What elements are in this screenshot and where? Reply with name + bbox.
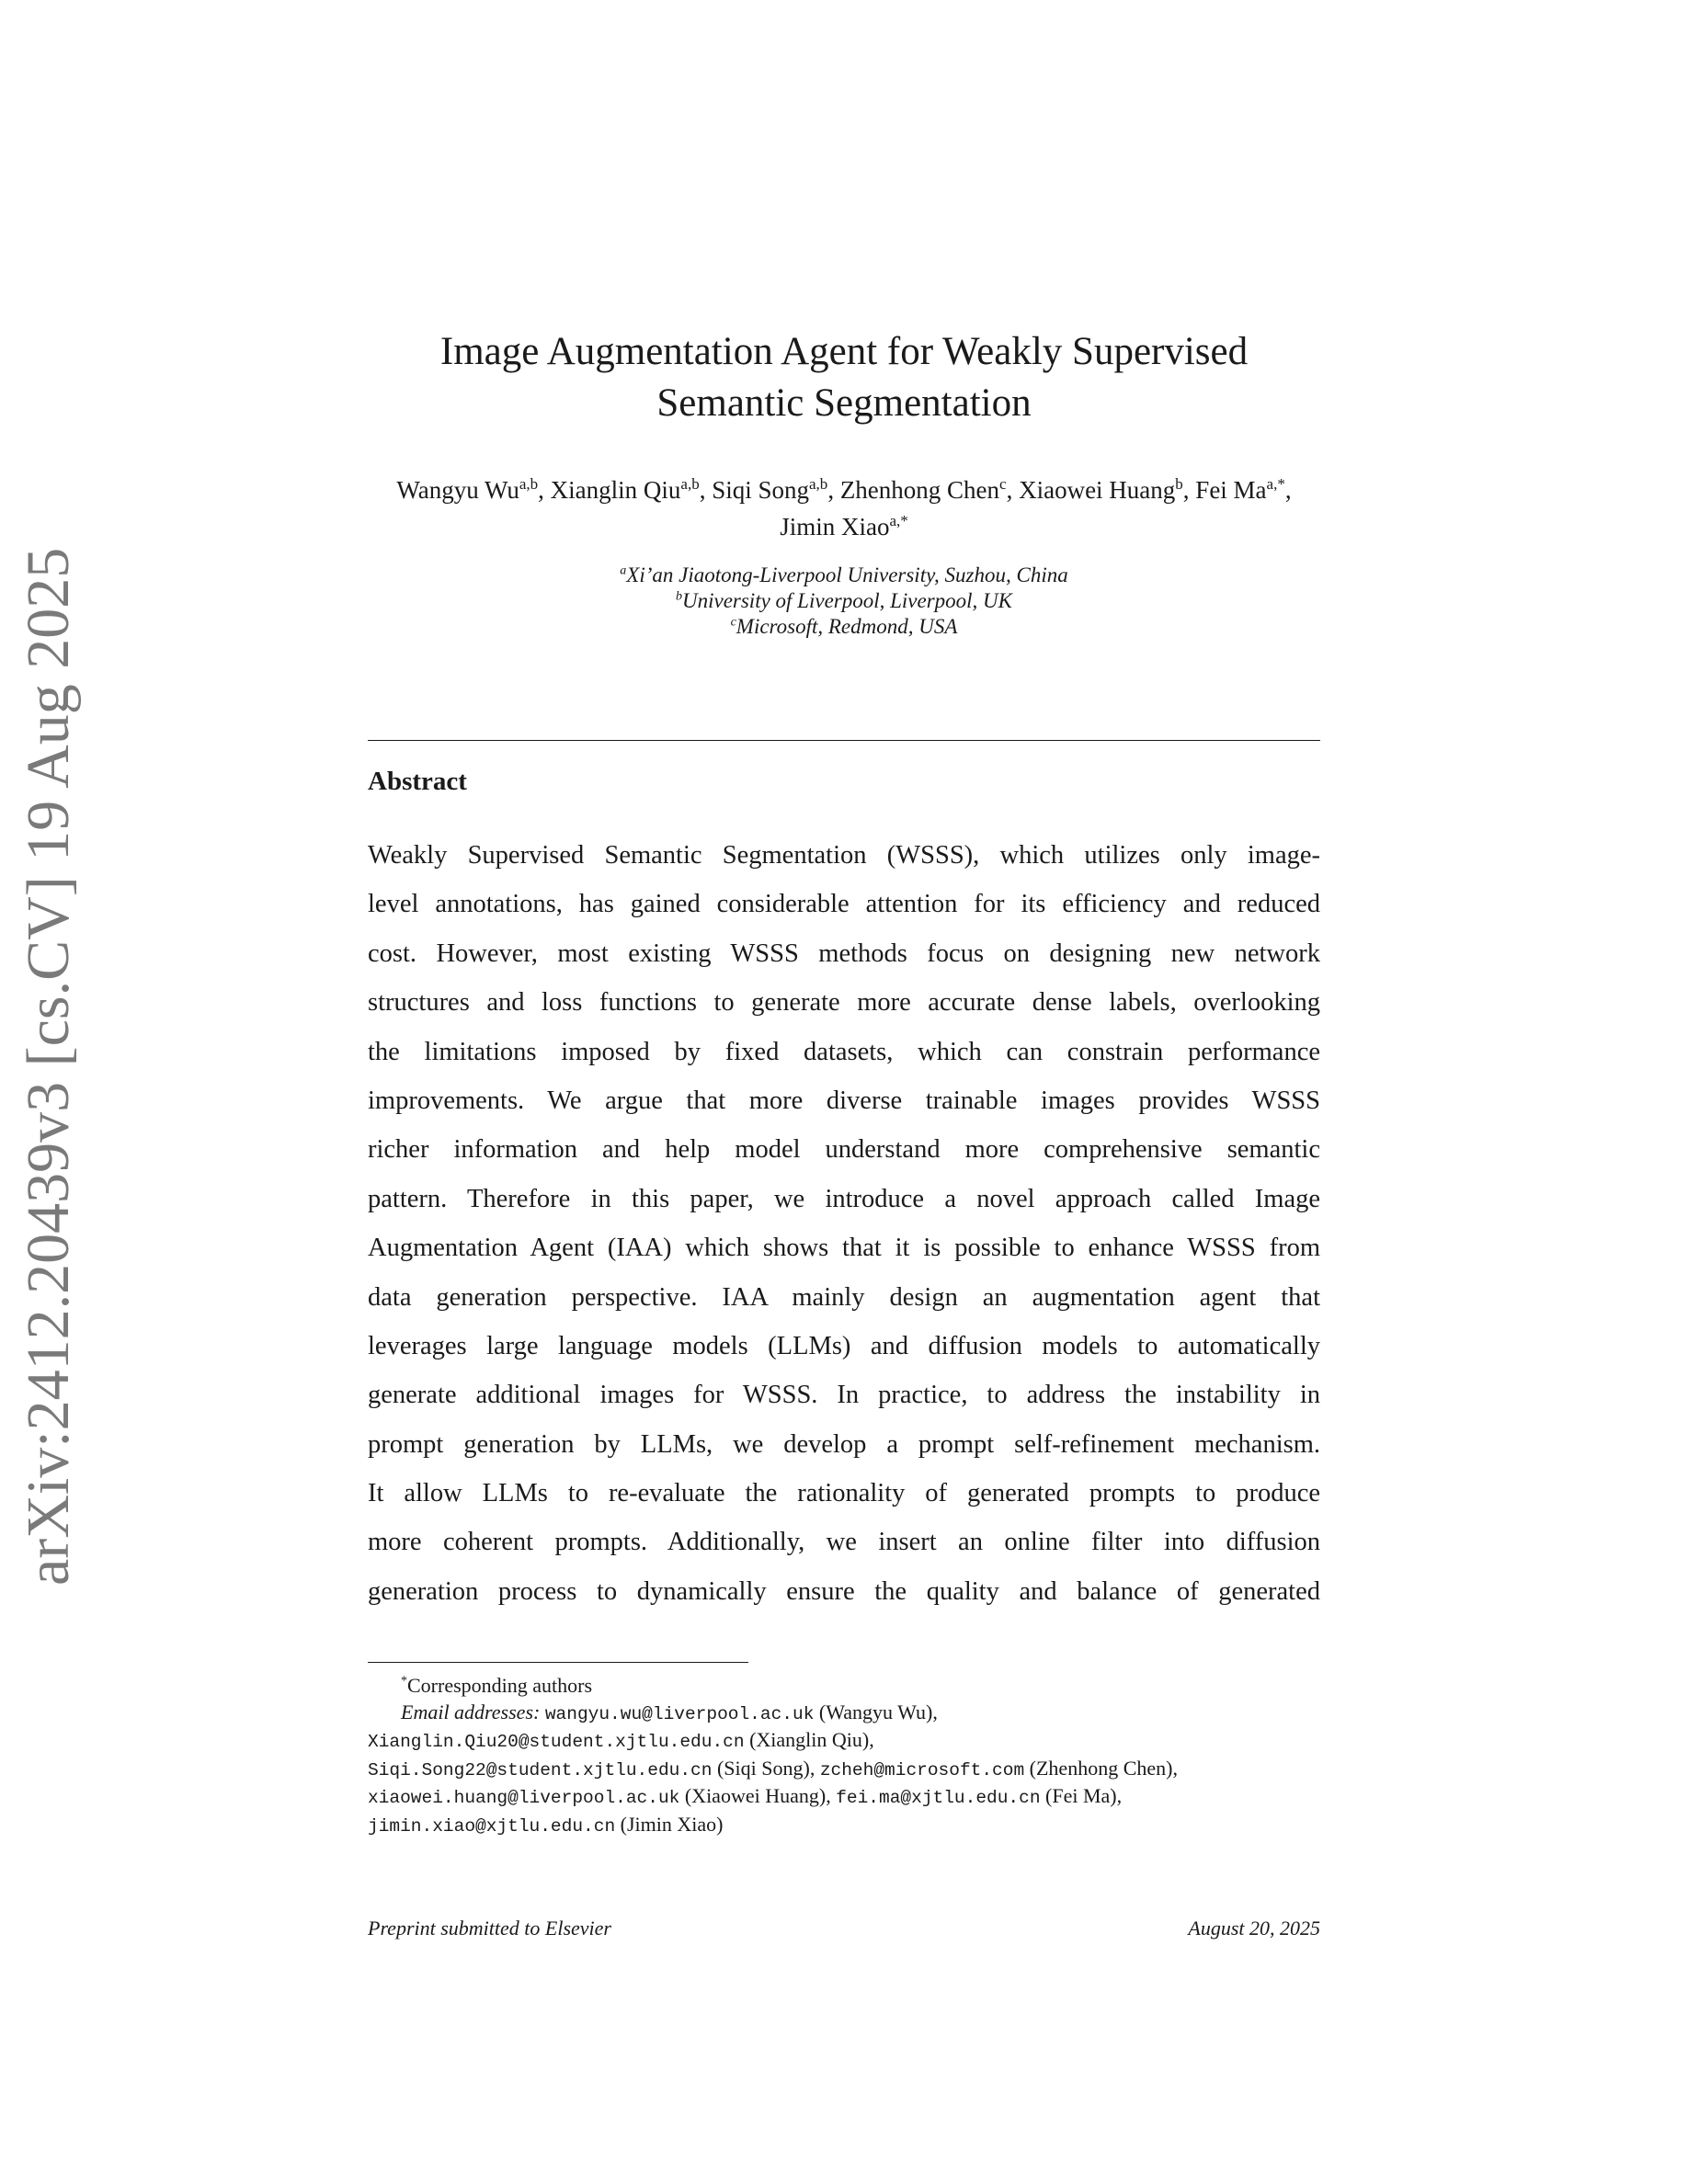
abstract-line: It allow LLMs to re-evaluate the rationality of generated prompts to produce [368, 1479, 1320, 1508]
email-line: Xianglin.Qiu20@student.xjtlu.edu.cn (Xianglin Qiu), [368, 1728, 874, 1753]
abstract-line: generation process to dynamically ensure the quality and balance of generated [368, 1576, 1320, 1606]
footnote-rule [368, 1662, 748, 1663]
abstract-line: generate additional images for WSSS. In practice, to address the instability in [368, 1381, 1320, 1410]
footer-left: Preprint submitted to Elsevier [368, 1917, 611, 1939]
author: Xianglin Qiu$^{a,b}$ [550, 475, 700, 504]
abstract-top-rule [368, 740, 1320, 741]
email-label: Email addresses: [401, 1700, 541, 1723]
abstract-line: the limitations imposed by fixed datasets, which can constrain performance [368, 1037, 1320, 1066]
abstract-line: Augmentation Agent (IAA) which shows that it is possible to enhance WSSS from [368, 1234, 1320, 1263]
abstract-line: leverages large language models (LLMs) and diffusion models to automatically [368, 1331, 1320, 1360]
affiliation-list [368, 563, 1320, 640]
author-list: Wangyu Wu$^{a,b}$, Xianglin Qiu$^{a,b}$, Siqi Song$^{a,b}$, Zhenhong Chen$^c$, Xiaowei Huang$^b$, Fei $Ma^{a,*}$, Jimin Xiao$^{a,*}$ [396, 475, 1292, 540]
abstract-line: level annotations, has gained considerable attention for its efficiency and reduced [368, 890, 1320, 919]
abstract-line: more coherent prompts. Additionally, we insert an online filter into diffusion [368, 1528, 1320, 1557]
abstract-line: richer information and help model understand more comprehensive semantic [368, 1135, 1320, 1165]
abstract-line: pattern. Therefore in this paper, we introduce a novel approach called Image [368, 1184, 1320, 1213]
email-link[interactable]: xiaowei.huang@liverpool.ac.uk [368, 1788, 680, 1809]
abstract-heading: Abstract [368, 767, 467, 796]
email-line: Siqi.Song22@student.xjtlu.edu.cn (Siqi Song), zcheh@microsoft.com (Zhenhong Chen), [368, 1756, 1178, 1780]
abstract-line: prompt generation by LLMs, we develop a prompt self-refinement mechanism. [368, 1429, 1320, 1459]
author: Xiaowei Huang$^b$ [1019, 475, 1183, 504]
title-line-2: Semantic Segmentation [656, 381, 1032, 425]
affiliation: $^b$University of Liverpool, Liverpool, UK [675, 589, 1013, 612]
email-link[interactable]: zcheh@microsoft.com [819, 1759, 1025, 1780]
abstract-line: Weakly Supervised Semantic Segmentation (WSSS), which utilizes only image- [368, 841, 1320, 870]
author: Zhenhong Chen$^c$ [839, 475, 1007, 504]
affiliation: $^c$Microsoft, Redmond, USA [730, 615, 958, 638]
email-link[interactable]: Siqi.Song22@student.xjtlu.edu.cn [368, 1759, 713, 1780]
email-line: Email addresses: wangyu.wu@liverpool.ac.uk (Wangyu Wu), [401, 1700, 938, 1724]
email-line: xiaowei.huang@liverpool.ac.uk (Xiaowei Huang), fei.ma@xjtlu.edu.cn (Fei Ma), [368, 1784, 1123, 1809]
footnotes [368, 1673, 1320, 1840]
abstract-line: improvements. We argue that more diverse trainable images provides WSSS [368, 1086, 1320, 1115]
email-link[interactable]: wangyu.wu@liverpool.ac.uk [544, 1703, 815, 1724]
email-link[interactable]: fei.ma@xjtlu.edu.cn [836, 1788, 1041, 1809]
affiliation: $^a$Xi’an Jiaotong-Liverpool University, Suzhou, China [620, 563, 1068, 586]
email-link[interactable]: jimin.xiao@xjtlu.edu.cn [368, 1815, 616, 1837]
abstract-line: structures and loss functions to generate more accurate dense labels, overlooking [368, 988, 1320, 1018]
footer-date: August 20, 2025 [1188, 1917, 1320, 1939]
author: Fei $Ma^{a,*}$ [1195, 475, 1285, 504]
abstract-body [368, 831, 1320, 1616]
title-line-1: Image Augmentation Agent for Weakly Supervised [439, 330, 1249, 373]
page-footer [368, 1917, 1320, 1940]
corresponding-author-note: *Corresponding authors [401, 1674, 593, 1697]
author: Wangyu Wu$^{a,b}$ [396, 475, 539, 504]
abstract-line: data generation perspective. IAA mainly design an augmentation agent that [368, 1282, 1320, 1312]
paper-title [368, 326, 1320, 429]
abstract-line: cost. However, most existing WSSS methods focus on designing new network [368, 938, 1320, 968]
email-link[interactable]: Xianglin.Qiu20@student.xjtlu.edu.cn [368, 1732, 745, 1753]
author: Siqi Song$^{a,b}$ [712, 475, 828, 504]
email-line: jimin.xiao@xjtlu.edu.cn (Jimin Xiao) [368, 1812, 724, 1837]
arxiv-identifier-stamp: arXiv:2412.20439v3 [cs.CV] 19 Aug 2025 [15, 547, 82, 1586]
author: Jimin Xiao$^{a,*}$ [780, 512, 908, 540]
